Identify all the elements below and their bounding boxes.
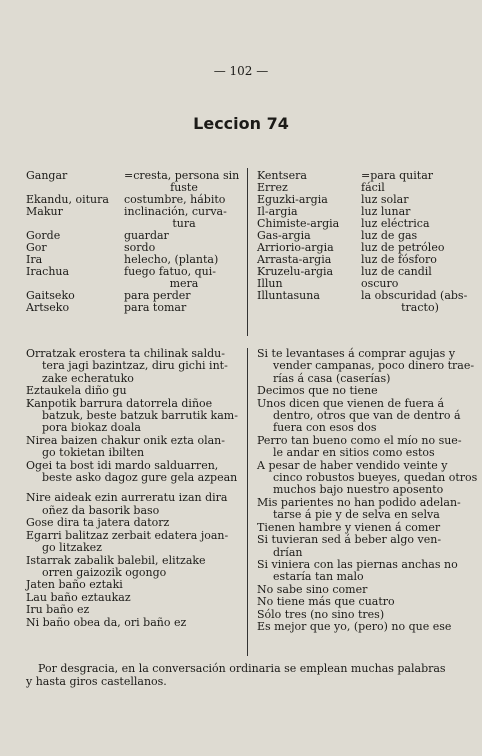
phrase-line: Iru baño ez — [26, 603, 90, 617]
phrase — [26, 555, 242, 580]
vocab-word: Ekandu, oitura — [26, 193, 109, 206]
phrase — [26, 579, 242, 591]
footnote-line: Por desgracia, en la conversación ordinaria se emplean muchas palabras — [38, 662, 446, 675]
phrase — [257, 497, 479, 522]
vocab-word: Ira — [26, 253, 43, 266]
vocab-word: Irachua — [26, 265, 70, 278]
vocab-list-left — [26, 170, 244, 314]
phrase-line: Jaten baño eztaki — [26, 578, 123, 592]
phrase — [257, 534, 479, 559]
phrase — [257, 348, 479, 385]
phrase-line: go tokietan ibilten — [42, 446, 145, 460]
column-divider — [247, 348, 248, 656]
vocab-meaning: guardar — [124, 229, 169, 242]
vocab-meaning: para perder — [124, 289, 191, 302]
vocab-meaning: inclinación, curva- — [124, 205, 227, 218]
phrase — [257, 596, 479, 608]
phrase-line: Gose dira ta jatera datorz — [26, 516, 170, 530]
vocab-entry — [26, 302, 244, 314]
footnote — [26, 662, 476, 688]
vocab-word: Illuntasuna — [257, 289, 320, 302]
vocab-meaning: oscuro — [361, 277, 399, 290]
phrase — [257, 398, 479, 435]
phrase — [26, 604, 242, 616]
vocab-meaning: costumbre, hábito — [124, 193, 226, 206]
phrase-line: Lau baño eztaukaz — [26, 590, 131, 604]
vocab-word: Kruzelu-argia — [257, 265, 334, 278]
vocab-word: Gor — [26, 241, 47, 254]
column-divider — [247, 168, 248, 336]
phrase-line: orren gaizozik ogongo — [42, 565, 167, 579]
phrase-line: batzuk, beste batzuk barrutik kam- — [42, 409, 238, 423]
vocab-word: Arriorio-argia — [257, 241, 334, 254]
vocab-meaning: fácil — [361, 181, 385, 194]
vocab-meaning: luz de candil — [361, 265, 432, 278]
phrase-line: oñez da basorik baso — [42, 503, 160, 517]
vocab-entry — [26, 170, 244, 182]
phrase — [26, 530, 242, 555]
phrase-line: Nire aideak ezin aurreratu izan dira — [26, 491, 228, 505]
vocab-meaning: luz solar — [361, 193, 409, 206]
vocab-meaning-cont: tracto) — [401, 301, 439, 314]
vocab-word: Errez — [257, 181, 288, 194]
phrase-line: Eztaukela diño gu — [26, 384, 127, 398]
phrase-line: pora biokaz doala — [42, 421, 141, 435]
phrase — [26, 492, 242, 517]
vocab-entry — [26, 206, 244, 218]
vocab-meaning: luz lunar — [361, 205, 411, 218]
phrases-basque — [26, 348, 242, 629]
vocab-word: Chimiste-argia — [257, 217, 340, 230]
vocab-meaning-cont: fuste — [170, 181, 198, 194]
phrase-line: Istarrak zabalik balebil, elitzake — [26, 553, 206, 567]
vocab-meaning-cont: mera — [169, 277, 199, 290]
vocab-word: Eguzki-argia — [257, 193, 328, 206]
phrase — [257, 435, 479, 460]
phrase-line: Kanpotik barrura datorrela diñoe — [26, 396, 213, 410]
vocab-meaning: luz de petróleo — [361, 241, 445, 254]
vocab-meaning: fuego fatuo, qui- — [124, 265, 216, 278]
phrase-line: Si tuvieran sed á beber algo ven- — [257, 533, 442, 547]
phrase — [26, 435, 242, 460]
phrase — [257, 621, 479, 633]
vocab-word: Illun — [257, 277, 283, 290]
phrase-line: Perro tan bueno como el mío no sue- — [257, 433, 462, 447]
vocab-word: Gangar — [26, 169, 68, 182]
vocab-word: Kentsera — [257, 169, 307, 182]
phrase-line: Ni baño obea da, ori baño ez — [26, 615, 187, 629]
phrase-line: rías á casa (caserías) — [273, 371, 391, 385]
vocab-meaning: luz de gas — [361, 229, 418, 242]
phrase — [26, 617, 242, 629]
phrase-line: go litzakez — [42, 541, 102, 555]
phrase-line: Unos dicen que vienen de fuera á — [257, 396, 445, 410]
vocab-meaning: =para quitar — [361, 169, 434, 182]
phrase-line: cinco robustos bueyes, quedan otros — [273, 471, 478, 485]
phrase-line: Si te levantases á comprar agujas y — [257, 347, 456, 360]
vocab-meaning: sordo — [124, 241, 156, 254]
phrase — [26, 348, 242, 385]
vocab-word: Il-argia — [257, 205, 298, 218]
phrase-line: beste asko dagoz gure gela azpean — [42, 471, 238, 485]
vocab-list-right — [257, 170, 479, 314]
phrase-line: Orratzak erostera ta chilinak saldu- — [26, 347, 225, 360]
vocab-word: Gas-argia — [257, 229, 311, 242]
phrase — [26, 385, 242, 397]
phrase-line: Sólo tres (no sino tres) — [257, 607, 385, 621]
phrase-line: Es mejor que yo, (pero) no que ese — [257, 619, 452, 633]
phrase — [257, 559, 479, 584]
phrase-line: le andar en sitios como estos — [273, 446, 435, 460]
phrase — [257, 460, 479, 497]
vocab-word: Gorde — [26, 229, 61, 242]
phrase-line: Ogei ta bost idi mardo salduarren, — [26, 458, 219, 472]
phrase-line: tarse á pie y de selva en selva — [273, 508, 440, 522]
phrase-line: No tiene más que cuatro — [257, 595, 395, 609]
phrase — [257, 385, 479, 397]
vocab-meaning: la obscuridad (abs- — [361, 289, 468, 302]
phrase — [26, 517, 242, 529]
phrase-line: Egarri balitzaz zerbait edatera joan- — [26, 528, 229, 542]
phrase-line: drían — [273, 545, 303, 559]
vocab-word: Makur — [26, 205, 63, 218]
phrases-spanish — [257, 348, 479, 633]
page-number: — 102 — — [213, 64, 269, 78]
phrase-line: zake echeratuko — [42, 371, 134, 385]
vocab-meaning: luz de fósforo — [361, 253, 437, 266]
phrase-line: Tienen hambre y vienen á comer — [257, 520, 441, 534]
vocab-meaning: para tomar — [124, 301, 187, 314]
vocab-meaning: luz eléctrica — [361, 217, 430, 230]
phrase-line: fuera con esos dos — [273, 421, 377, 435]
vocab-meaning: =cresta, persona sin — [124, 169, 240, 182]
footnote-line: y hasta giros castellanos. — [26, 675, 167, 688]
phrase-line: Nirea baizen chakur onik ezta olan- — [26, 433, 225, 447]
phrase-line: Mis parientes no han podido adelan- — [257, 495, 461, 509]
phrase-line: dentro, otros que van de dentro á — [273, 409, 461, 423]
phrase-line: muchos bajo nuestro aposento — [273, 483, 444, 497]
lesson-title: Leccion 74 — [193, 114, 289, 133]
vocab-entry — [257, 290, 479, 302]
phrase-line: Si viniera con las piernas anchas no — [257, 557, 458, 571]
phrase-line: tera jagi bazintzaz, diru gichi int- — [42, 359, 228, 373]
vocab-word: Arrasta-argia — [257, 253, 332, 266]
phrase-line: estaría tan malo — [273, 570, 364, 584]
vocab-meaning-cont: tura — [172, 217, 196, 230]
phrase-line: No sabe sino comer — [257, 582, 368, 596]
vocab-meaning: helecho, (planta) — [124, 253, 219, 266]
phrase — [26, 398, 242, 435]
vocab-word: Gaitseko — [26, 289, 75, 302]
phrase-line: vender campanas, poco dinero trae- — [273, 359, 475, 373]
phrase-line: A pesar de haber vendido veinte y — [257, 458, 448, 472]
vocab-entry — [26, 266, 244, 278]
phrase — [26, 460, 242, 485]
vocab-word: Artseko — [26, 301, 70, 314]
phrase-line: Decimos que no tiene — [257, 384, 378, 398]
vocab-entry-continuation — [257, 302, 479, 314]
